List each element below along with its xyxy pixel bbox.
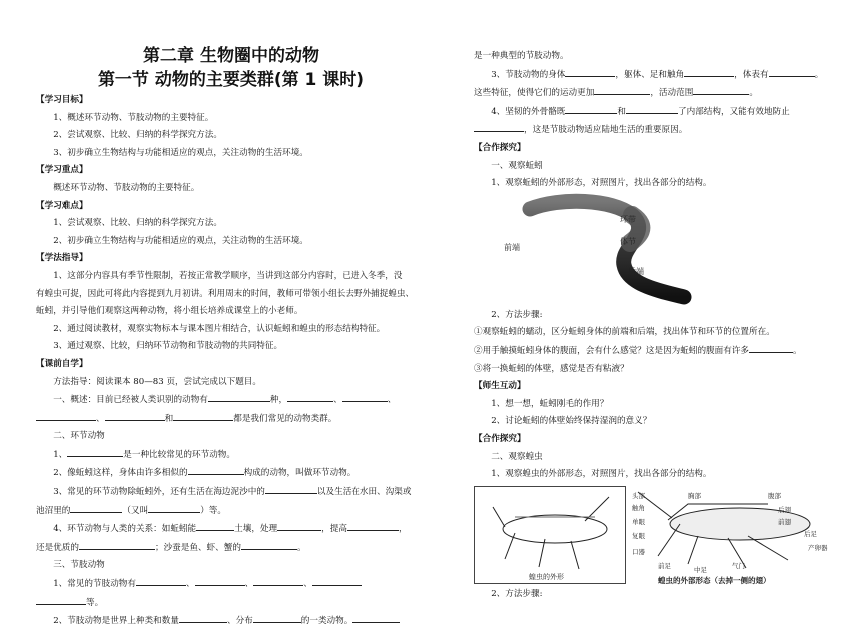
locust-label-abdomen: 腹部 (768, 491, 781, 500)
section-title: 第一节 动物的主要类群(第 1 课时) (97, 70, 365, 90)
blank[interactable] (67, 446, 123, 457)
blank[interactable] (148, 502, 200, 513)
locust-figures (474, 484, 834, 586)
blank[interactable] (769, 66, 815, 77)
blank[interactable] (342, 391, 388, 402)
locust-label-eye: 复眼 (632, 531, 645, 540)
a2-line: 2、像蚯蚓这样，身体由许多相似的 构成的动物，叫做环节动物。 (36, 464, 426, 483)
earthworm-figure (474, 193, 834, 307)
left-column (36, 0, 426, 631)
blank[interactable] (312, 575, 362, 586)
locust-small-caption: 蝗虫的外形 (529, 572, 564, 581)
a3-line-2: 池沼里的 （又叫 ）等。 (36, 502, 426, 521)
guide-1b: 有蝗虫可捉，因此可将此内容提到九月初讲。利用周末的时间，教师可带领小组长去野外捕捉蝗虫、 (36, 288, 415, 299)
a1-line: 1、 是一种比较常见的环节动物。 (36, 446, 426, 465)
locust-label-spiracle: 气门 (732, 561, 745, 570)
a4-line-2: 还是优质的 ；沙蚕是鱼、虾、蟹的 。 (36, 539, 426, 558)
blank[interactable] (287, 391, 333, 402)
difficulty-heading: 【学习难点】 (36, 200, 88, 211)
r4-line: 4、坚韧的外骨骼既 和 了内部结构，又能有效地防止 (474, 103, 834, 122)
blank[interactable] (565, 103, 617, 114)
locust-label-midleg: 中足 (694, 565, 707, 574)
observe-worm-step: 1、观察蚯蚓的外部形态，对照图片，找出各部分的结构。 (491, 178, 712, 189)
locust-label-ovipositor: 产卵器 (808, 543, 828, 552)
key-point: 概述环节动物、节肢动物的主要特征。 (53, 182, 200, 193)
goals-heading: 【学习目标】 (36, 95, 88, 105)
locust-sketch (475, 487, 625, 577)
blank[interactable] (626, 103, 678, 114)
observe-locust-step: 1、观察蝗虫的外部形态，对照图片，找出各部分的结构。 (491, 469, 712, 480)
worm-label-back: 后端 (628, 266, 644, 276)
locust-label-thorax: 胸部 (688, 491, 701, 500)
blank[interactable] (188, 464, 244, 475)
observe-worm: 一、观察蚯蚓 (491, 160, 543, 171)
blank[interactable] (195, 575, 245, 586)
guide-1c: 蚯蚓，并引导他们观察这两种动物，将小组长培养成课堂上的小老师。 (36, 306, 303, 317)
locust-photo-box (474, 486, 626, 584)
blank[interactable] (208, 391, 270, 402)
a4-line: 4、环节动物与人类的关系：如蚯蚓能 土壤，处理 ，提高 ， (36, 520, 426, 539)
difficulty-1: 1、尝试观察、比较、归纳的科学探究方法。 (53, 218, 222, 229)
worm-label-front: 前端 (504, 242, 520, 252)
locust-label-hindwing: 后翅 (778, 505, 791, 514)
difficulty-2: 2、初步确立生物结构与功能相适应的观点，关注动物的生活环境。 (53, 235, 308, 246)
locust-label-mouth: 口器 (632, 547, 645, 556)
blank[interactable] (70, 502, 122, 513)
step-3: ③将一换蚯蚓的体壁，感觉是否有粘液？ (474, 363, 629, 374)
goal-3: 3、初步确立生物结构与功能相适应的观点，关注动物的生活环境。 (53, 147, 308, 158)
blank[interactable] (136, 575, 186, 586)
r4-line-2: ，这是节肢动物适应陆地生活的重要原因。 (474, 121, 834, 140)
section-arthropod: 三、节肢动物 (53, 560, 105, 571)
goal-1: 1、概述环节动物、节肢动物的主要特征。 (53, 112, 214, 123)
step-1: ①观察蚯蚓的蠕动，区分蚯蚓身体的前端和后端，找出体节和环节的位置所在。 (474, 327, 775, 338)
interaction-2: 2、讨论蚯蚓的体壁始终保持湿润的意义？ (491, 416, 652, 427)
method-steps-2: 2、方法步骤: (491, 588, 543, 599)
blank[interactable] (241, 539, 297, 550)
b2-line: 2、节肢动物是世界上种类和数量 、分布 的一类动物。 (36, 612, 426, 631)
blank[interactable] (253, 575, 303, 586)
guide-heading: 【学法指导】 (36, 253, 88, 264)
r3-line: 3、节肢动物的身体 ，躯体、足和触角 ，体表有 。 (474, 66, 834, 85)
locust-label-foreleg: 前足 (658, 561, 671, 570)
blank[interactable] (253, 612, 301, 623)
blank[interactable] (684, 66, 734, 77)
r0-line: 是一种典型的节肢动物。 (474, 51, 569, 61)
right-column (474, 0, 834, 603)
goal-2: 2、尝试观察、比较、归纳的科学探究方法。 (53, 130, 222, 141)
b1-line: 1、常见的节肢动物有 、 、 、 (36, 575, 426, 594)
locust-label-antenna: 触角 (632, 503, 645, 512)
preview-intro: 方法指导：阅读课本 80—83 页，尝试完成以下题目。 (53, 376, 261, 387)
blank[interactable] (79, 539, 155, 550)
blank[interactable] (352, 612, 400, 623)
a3-line: 3、常见的环节动物除蚯蚓外，还有生活在海边泥沙中的 以及生活在水田、沟渠或 (36, 483, 426, 502)
locust-caption: 蝗虫的外部形态（去掉一侧的翅） (658, 575, 771, 585)
locust-label-forewing: 前翅 (778, 517, 791, 526)
blank[interactable] (36, 594, 86, 605)
guide-2: 2、通过阅读教材，观察实物标本与课本图片相结合，认识蚯蚓和蝗虫的形态结构特征。 (53, 323, 386, 334)
blank[interactable] (347, 520, 399, 531)
step-2: ②用手触摸蚯蚓身体的腹面，会有什么感觉？这是因为蚯蚓的腹面有许多 。 (474, 342, 834, 361)
blank[interactable] (36, 410, 96, 421)
worm-label-belt: 环带 (620, 214, 636, 224)
blank[interactable] (277, 520, 321, 531)
q1-line-2: 、 和 都是我们常见的动物类群。 (36, 410, 426, 429)
locust-label-head: 头部 (632, 491, 645, 500)
blank[interactable] (749, 342, 793, 353)
method-steps: 2、方法步骤: (491, 309, 543, 320)
blank[interactable] (693, 84, 749, 95)
cooperate2-heading: 【合作探究】 (474, 433, 526, 444)
preview-heading: 【课前自学】 (36, 358, 88, 369)
section-annelid: 二、环节动物 (53, 431, 105, 442)
worm-label-seg: 体节 (620, 236, 636, 246)
locust-diagram (628, 484, 840, 584)
blank[interactable] (265, 483, 317, 494)
blank[interactable] (173, 410, 233, 421)
b1-line-2: 等。 (36, 594, 426, 613)
interaction-heading: 【师生互动】 (474, 381, 526, 392)
q1-line: 一、概述：目前已经被人类识别的动物有 种， 、 、 (36, 391, 426, 410)
locust-label-ocellus: 单眼 (632, 517, 645, 526)
blank[interactable] (105, 410, 165, 421)
cooperate-heading: 【合作探究】 (474, 142, 526, 153)
r3-line-2: 这些特征，使得它们的运动更加 ，活动范围 。 (474, 84, 834, 103)
locust-label-hindleg: 后足 (804, 529, 817, 538)
blank[interactable] (565, 66, 615, 77)
chapter-title: 第二章 生物圈中的动物 (143, 46, 319, 66)
guide-1a: 1、这部分内容具有季节性限制，若按正常教学顺序，当讲到这部分内容时，已进入冬季，没 (53, 270, 403, 281)
blank[interactable] (594, 84, 650, 95)
key-heading: 【学习重点】 (36, 165, 88, 176)
guide-3: 3、通过观察、比较，归纳环节动物和节肢动物的共同特征。 (53, 341, 283, 352)
blank[interactable] (474, 121, 524, 132)
blank[interactable] (196, 520, 234, 531)
observe-locust: 二、观察蝗虫 (491, 451, 543, 462)
interaction-1: 1、想一想，蚯蚓刚毛的作用？ (491, 398, 609, 409)
blank[interactable] (179, 612, 227, 623)
